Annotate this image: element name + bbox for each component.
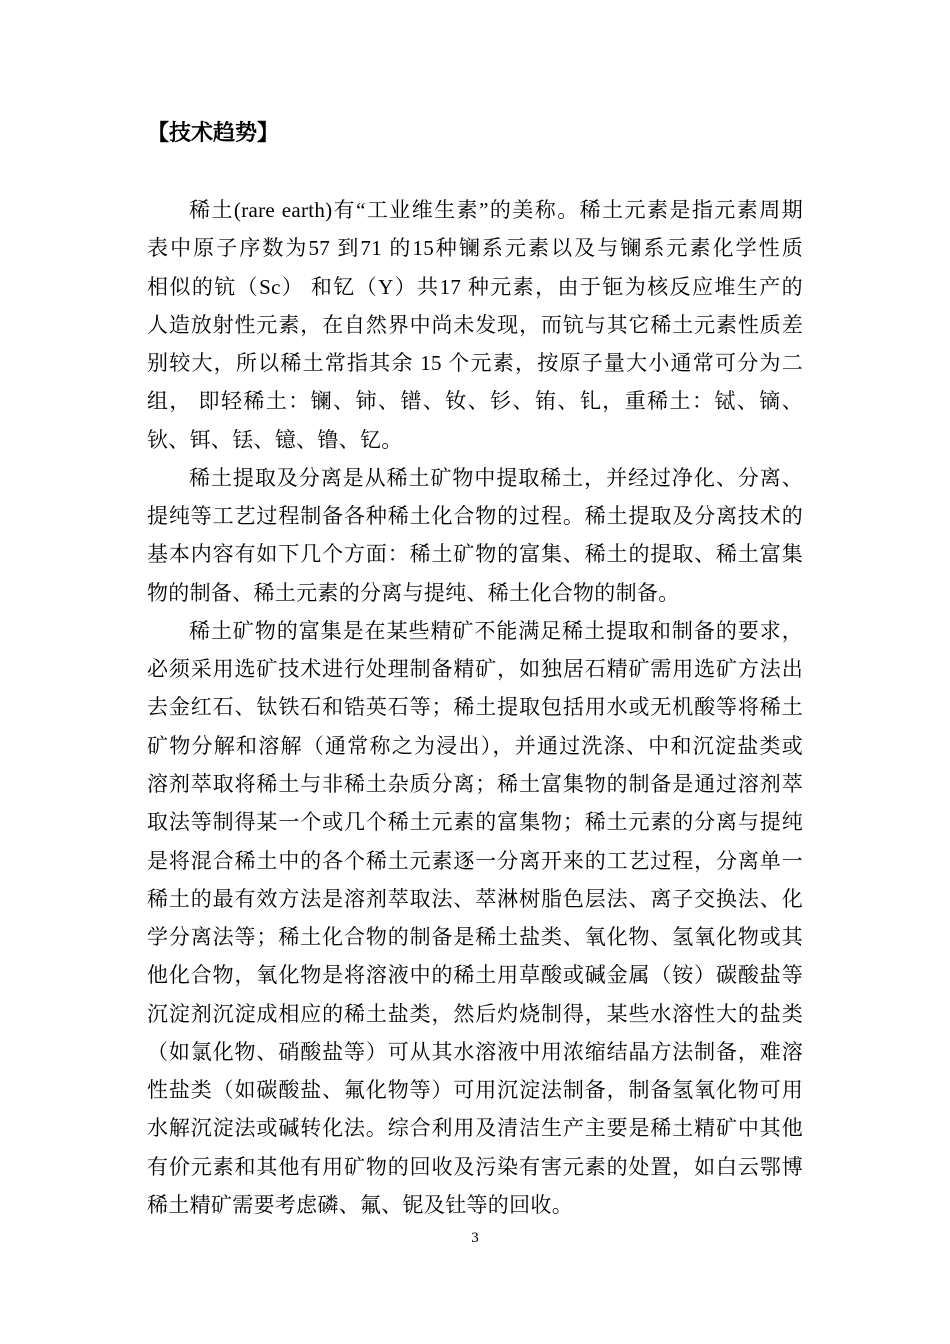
page-number: 3 xyxy=(471,1230,479,1246)
paragraph-line: 人造放射性元素，在自然界中尚未发现，而钪与其它稀土元素性质差 xyxy=(147,312,803,337)
paragraph-line: 稀土矿物的富集是在某些精矿不能满足稀土提取和制备的要求， xyxy=(189,618,803,643)
paragraph-line: 别较大，所以稀土常指其余 15 个元素，按原子量大小通常可分为二 xyxy=(147,351,803,376)
paragraph-line: （如氯化物、硝酸盐等）可从其水溶液中用浓缩结晶方法制备，难溶 xyxy=(147,1039,803,1064)
paragraph-line: 必须采用选矿技术进行处理制备精矿，如独居石精矿需用选矿方法出 xyxy=(147,657,803,682)
paragraph-line: 去金红石、钛铁石和锆英石等；稀土提取包括用水或无机酸等将稀土 xyxy=(147,695,803,720)
paragraph-line: 稀土的最有效方法是溶剂萃取法、萃淋树脂色层法、离子交换法、化 xyxy=(147,886,803,911)
paragraph-line: 水解沉淀法或碱转化法。综合利用及清洁生产主要是稀土精矿中其他 xyxy=(147,1116,803,1141)
paragraph-2 xyxy=(147,459,803,612)
paragraph-line: 他化合物，氧化物是将溶液中的稀土用草酸或碱金属（铵）碳酸盐等 xyxy=(147,963,803,988)
paragraph-line: 稀土提取及分离是从稀土矿物中提取稀土，并经过净化、分离、 xyxy=(189,465,803,490)
paragraph-3 xyxy=(147,612,803,1224)
paragraph-line: 相似的钪（Sc） 和钇（Y）共17 种元素，由于钷为核反应堆生产的 xyxy=(147,274,803,299)
section-heading: 【技术趋势】 xyxy=(147,120,280,145)
paragraph-line: 稀土精矿需要考虑磷、氟、铌及钍等的回收。 xyxy=(147,1192,573,1217)
paragraph-line: 溶剂萃取将稀土与非稀土杂质分离；稀土富集物的制备是通过溶剂萃 xyxy=(147,771,803,796)
paragraph-line: 基本内容有如下几个方面：稀土矿物的富集、稀土的提取、稀土富集 xyxy=(147,542,803,567)
paragraph-1 xyxy=(147,191,803,459)
paragraph-line: 矿物分解和溶解（通常称之为浸出），并通过洗涤、中和沉淀盐类或 xyxy=(147,733,803,758)
paragraph-line: 组， 即轻稀土：镧、铈、镨、钕、钐、铕、钆，重稀土：铽、镝、 xyxy=(147,389,803,414)
paragraph-line: 是将混合稀土中的各个稀土元素逐一分离开来的工艺过程，分离单一 xyxy=(147,848,803,873)
paragraph-line: 表中原子序数为57 到71 的15种镧系元素以及与镧系元素化学性质 xyxy=(147,236,803,261)
paragraph-line: 性盐类（如碳酸盐、氟化物等）可用沉淀法制备，制备氢氧化物可用 xyxy=(147,1078,803,1103)
paragraph-line: 学分离法等；稀土化合物的制备是稀土盐类、氧化物、氢氧化物或其 xyxy=(147,925,803,950)
paragraph-line: 钬、铒、铥、镱、镥、钇。 xyxy=(147,427,403,452)
paragraph-line: 提纯等工艺过程制备各种稀土化合物的过程。稀土提取及分离技术的 xyxy=(147,504,803,529)
body-text xyxy=(147,191,803,1224)
paragraph-line: 物的制备、稀土元素的分离与提纯、稀土化合物的制备。 xyxy=(147,580,680,605)
paragraph-line: 稀土(rare earth)有“工业维生素”的美称。稀土元素是指元素周期 xyxy=(189,198,803,222)
paragraph-line: 取法等制得某一个或几个稀土元素的富集物；稀土元素的分离与提纯 xyxy=(147,810,803,835)
paragraph-line: 沉淀剂沉淀成相应的稀土盐类，然后灼烧制得，某些水溶性大的盐类 xyxy=(147,1001,803,1026)
paragraph-line: 有价元素和其他有用矿物的回收及污染有害元素的处置，如白云鄂博 xyxy=(147,1154,803,1179)
